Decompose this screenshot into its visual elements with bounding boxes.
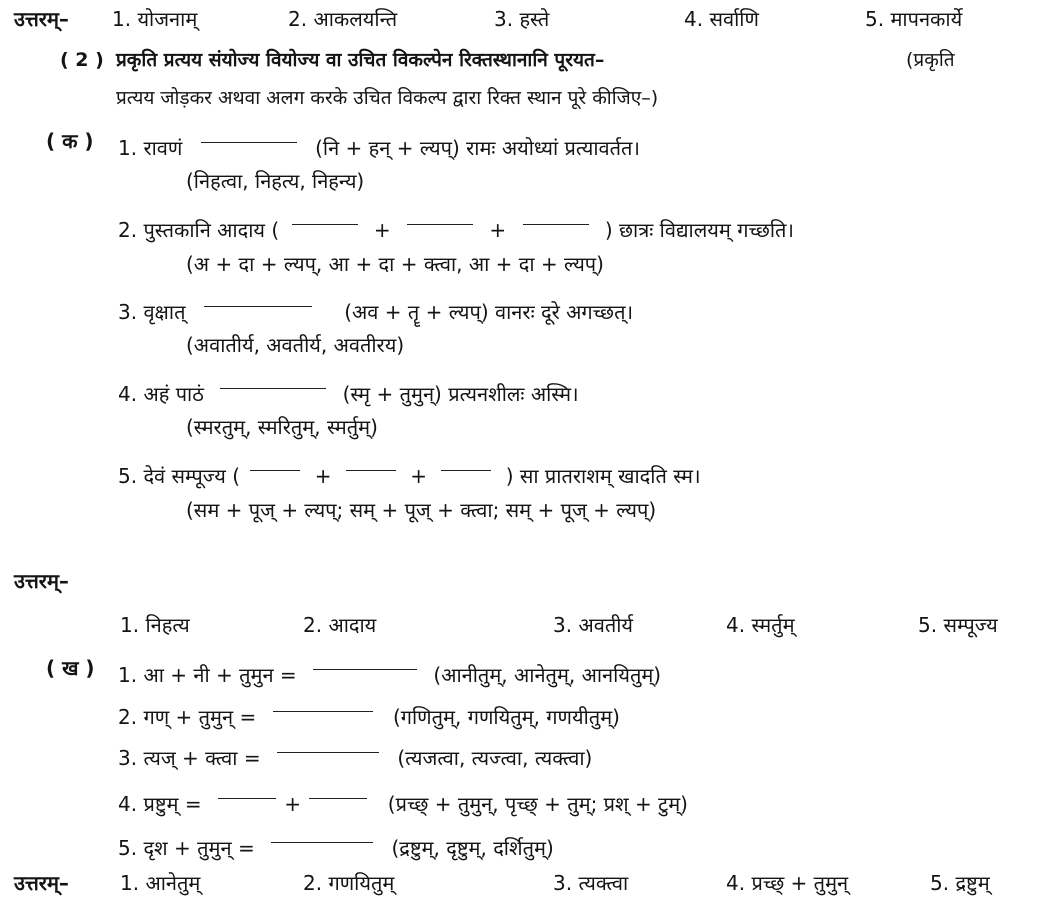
blank-line	[309, 784, 367, 799]
question-text: 4. प्रष्टुम् =	[118, 792, 202, 816]
plus-sign: +	[410, 464, 427, 488]
options-ka-3: (अवातीर्य, अवतीर्य, अवतीरय)	[186, 333, 405, 357]
answer-item: 3. हस्ते	[494, 7, 550, 31]
blank-line	[273, 697, 373, 712]
question-text: 2. गण् + तुमुन् =	[118, 705, 257, 729]
question-kha-5	[118, 828, 554, 861]
section-subheading: प्रत्यय जोड़कर अथवा अलग करके उचित विकल्प द्वारा रिक्त स्थान पूरे कीजिए–)	[116, 87, 659, 109]
options-ka-1: (निहत्वा, निहत्य, निहन्य)	[186, 169, 365, 193]
question-kha-2	[118, 697, 620, 730]
answer-item: 5. मापनकार्ये	[865, 7, 963, 31]
answer-item: 5. सम्पूज्य	[918, 613, 998, 637]
blank-line	[250, 456, 300, 471]
answer-label-kha: उत्तरम्–	[14, 871, 69, 895]
blank-line	[346, 456, 396, 471]
answer-label-top: उत्तरम्–	[14, 7, 69, 31]
blank-line	[441, 456, 491, 471]
question-text: 1. आ + नी + तुमुन =	[118, 663, 297, 687]
blank-line	[271, 828, 373, 843]
plus-sign: +	[314, 464, 332, 488]
blank-line	[292, 210, 358, 225]
section-heading: प्रकृति प्रत्यय संयोज्य वियोज्य वा उचित विकल्पेन रिक्तस्थानानि पूरयत–	[116, 49, 605, 71]
plus-sign: +	[373, 218, 391, 242]
question-text: ) छात्रः विद्यालयम् गच्छति।	[604, 218, 795, 242]
part-marker-ka: ( क )	[46, 129, 94, 153]
blank-line	[523, 210, 589, 225]
question-ka-1	[118, 128, 640, 161]
options-ka-2: (अ + दा + ल्यप्, आ + दा + क्त्वा, आ + दा + ल्यप्)	[186, 252, 604, 276]
answer-item: 1. आनेतुम्	[120, 871, 201, 895]
question-text: 3. त्यज् + क्त्वा =	[118, 746, 261, 770]
question-text: (नि + हन् + ल्यप्) रामः अयोध्यां प्रत्यावर्तत।	[315, 136, 641, 160]
blank-line	[313, 655, 417, 670]
answer-item: 4. स्मर्तुम्	[726, 613, 795, 637]
question-text: 5. देवं सम्पूज्य (	[118, 464, 240, 488]
answer-item: 2. आकलयन्ति	[288, 7, 398, 31]
options-ka-4: (स्मरतुम्, स्मरितुम्, स्मर्तुम्)	[186, 415, 378, 439]
answer-label-ka: उत्तरम्–	[14, 569, 69, 593]
question-kha-1	[118, 655, 661, 688]
blank-line	[201, 128, 297, 143]
answer-item: 5. द्रष्टुम्	[930, 871, 990, 895]
blank-line	[218, 784, 276, 799]
answer-item: 3. अवतीर्य	[553, 613, 634, 637]
blank-line	[220, 374, 326, 389]
answer-item: 4. प्रच्छ् + तुमुन्	[726, 871, 849, 895]
question-text: (अव + तॄ + ल्यप्) वानरः दूरे अगच्छत्।	[344, 300, 634, 324]
options-text: (गणितुम्, गणयितुम्, गणयीतुम्)	[392, 705, 620, 729]
plus-sign: +	[284, 792, 302, 816]
section-number: ( 2 )	[60, 49, 104, 71]
answer-item: 4. सर्वाणि	[684, 7, 759, 31]
options-text: (त्यजत्वा, त्यज्त्वा, त्यक्त्वा)	[397, 746, 593, 770]
question-ka-5	[118, 456, 701, 489]
options-text: (आनीतुम्, आनेतुम्, आनयितुम्)	[433, 663, 662, 687]
question-ka-3	[118, 292, 633, 325]
question-text: 3. वृक्षात्	[118, 300, 186, 324]
blank-line	[277, 738, 379, 753]
options-text: (द्रष्टुम्, दृष्टुम्, दर्शितुम्)	[391, 836, 554, 860]
blank-line	[204, 292, 312, 307]
question-text: 1. रावणं	[118, 136, 183, 160]
answer-item: 2. आदाय	[303, 613, 377, 637]
question-kha-3	[118, 738, 592, 771]
answer-item: 1. योजनाम्	[112, 7, 198, 31]
question-text: (स्मृ + तुमुन्) प्रत्यनशीलः अस्मि।	[342, 382, 579, 406]
question-text: 4. अहं पाठं	[118, 382, 204, 406]
answer-item: 1. निहत्य	[120, 613, 190, 637]
options-text: (प्रच्छ् + तुमुन्, पृच्छ् + तुम्; प्रश् + टुम्)	[387, 792, 688, 816]
options-ka-5: (सम + पूज् + ल्यप्; सम् + पूज् + क्त्वा; सम् + पूज् + ल्यप्)	[186, 498, 657, 522]
question-kha-4	[118, 784, 688, 817]
answer-item: 2. गणयितुम्	[303, 871, 395, 895]
plus-sign: +	[489, 218, 507, 242]
question-text: 2. पुस्तकानि आदाय (	[118, 218, 280, 242]
blank-line	[407, 210, 473, 225]
section-heading-hint: (प्रकृति	[906, 49, 955, 71]
question-text: ) सा प्रातराशम् खादति स्म।	[505, 464, 701, 488]
answer-item: 3. त्यक्त्वा	[553, 871, 629, 895]
question-ka-2	[118, 210, 794, 243]
question-ka-4	[118, 374, 579, 407]
part-marker-kha: ( ख )	[46, 656, 95, 680]
question-text: 5. दृश + तुमुन् =	[118, 836, 255, 860]
